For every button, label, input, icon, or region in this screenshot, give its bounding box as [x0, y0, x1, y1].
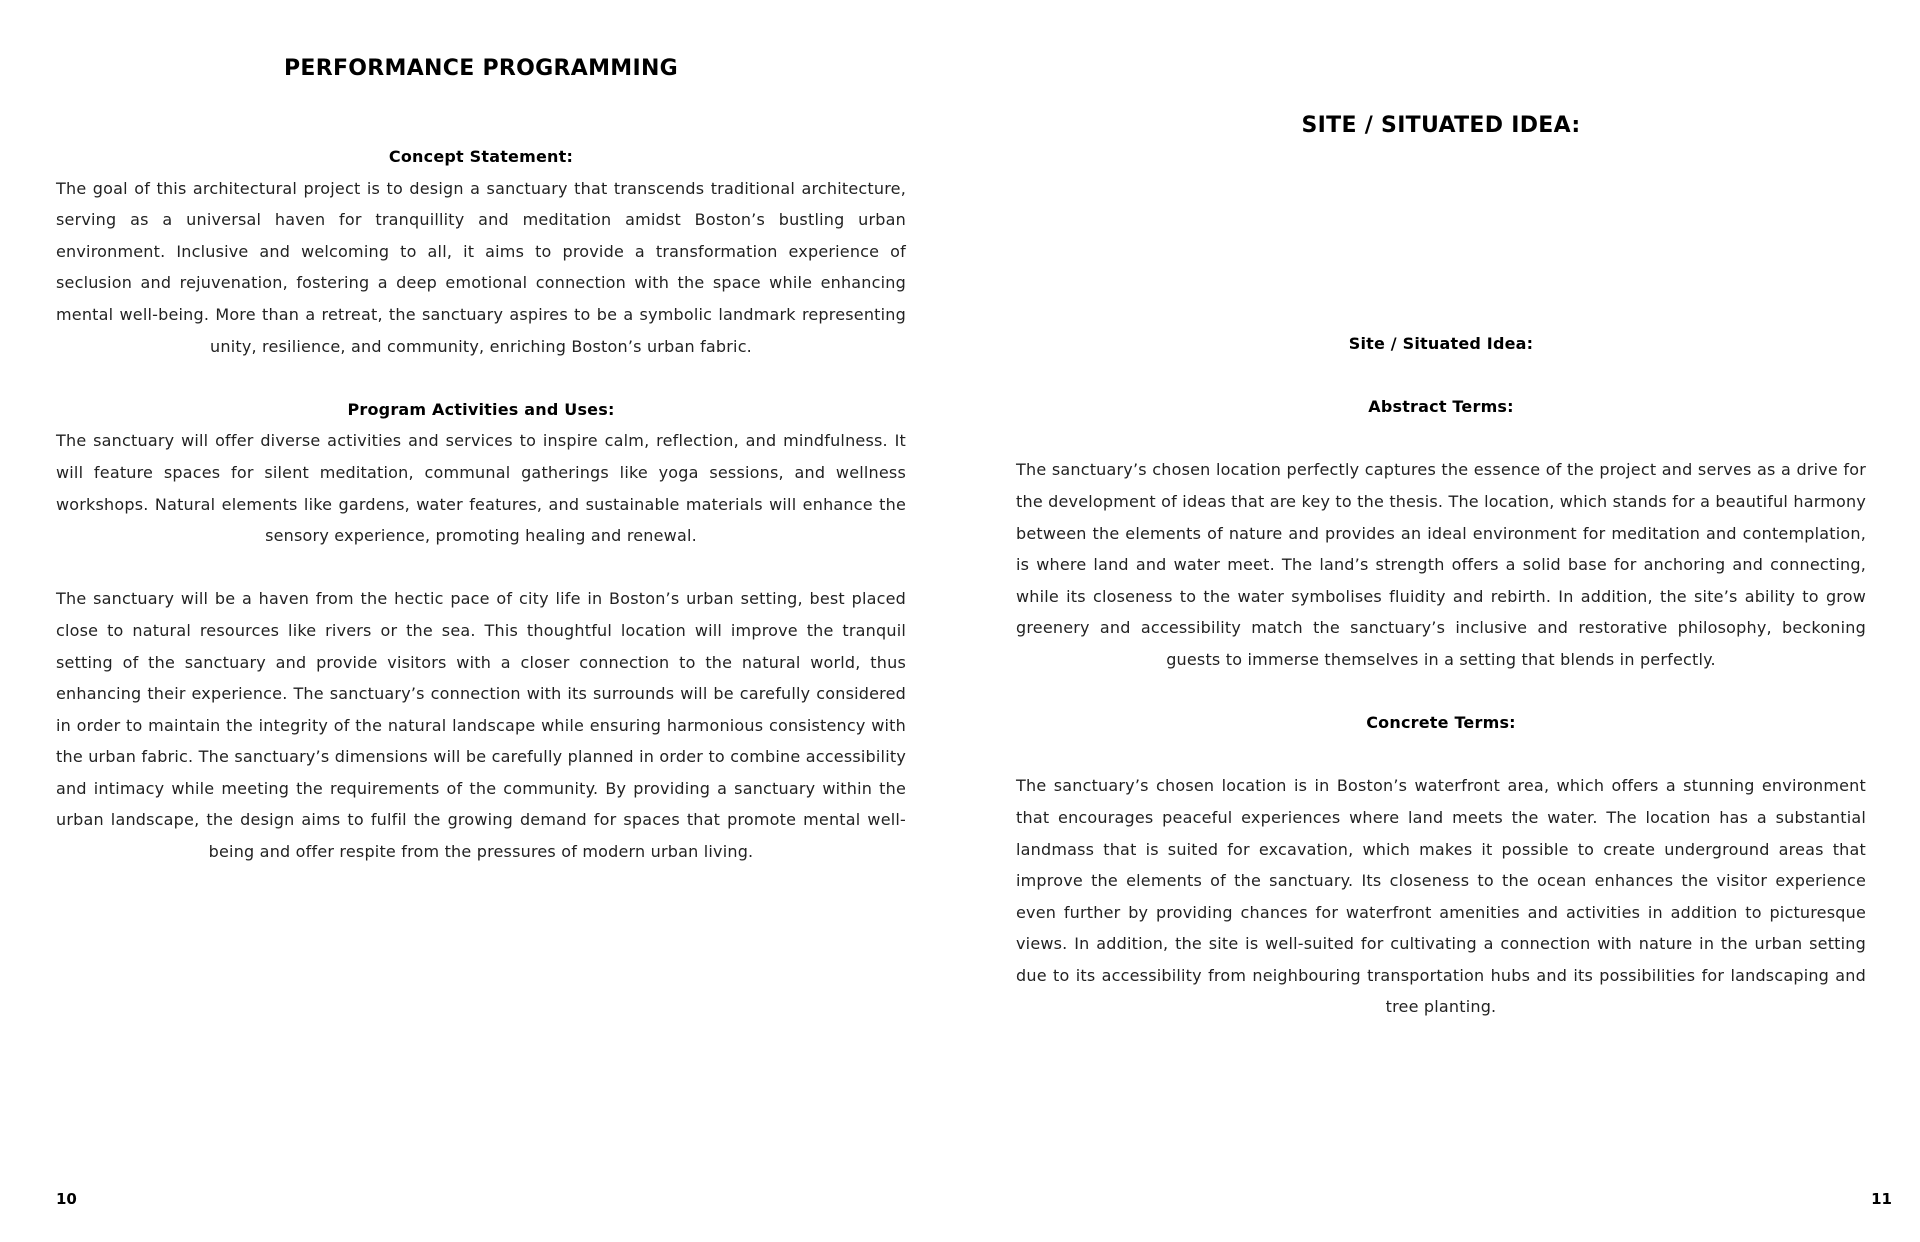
program-activities-text: The sanctuary will offer diverse activities and services to inspire calm, reflection, and mindfulness. It will feature spaces for silent meditation, communal gatherings like yoga sessions, and wellness workshops. Natural elements like gardens, water features, and sustainable materials will enhance the sensory experience, promoting healing and renewal.	[56, 431, 906, 546]
abstract-terms-heading: Abstract Terms:	[1368, 397, 1514, 417]
right-page-content	[1016, 328, 1866, 1023]
left-page-content	[56, 141, 906, 868]
page-number-left: 10	[56, 1190, 77, 1208]
concrete-terms-text: The sanctuary’s chosen location is in Boston’s waterfront area, which offers a stunning environment that encourages peaceful experiences where land meets the water. The location has a substantial landmass that is suited for excavation, which makes it possible to create underground areas that improve the elements of the sanctuary. Its closeness to the ocean enhances the visitor experience even further by providing chances for waterfront amenities and activities in addition to picturesque views. In addition, the site is well-suited for cultivating a connection with nature in the urban setting due to its accessibility from neighbouring transportation hubs and its possibilities for landscaping and tree planting.	[1016, 776, 1866, 1017]
concrete-terms-heading: Concrete Terms:	[1366, 713, 1516, 733]
page-number-right: 11	[1871, 1190, 1892, 1208]
sanctuary-haven-text: The sanctuary will be a haven from the hectic pace of city life in Boston’s urban setting, best placed close to natural resources like rivers or the sea. This thoughtful location will improve the tranquil setting of the sanctuary and provide visitors with a closer connection to the natural world, thus enhancing their experience. The sanctuary’s connection with its surrounds will be carefully considered in order to maintain the integrity of the natural landscape while ensuring harmonious consistency with the urban fabric. The sanctuary’s dimensions will be carefully planned in order to combine accessibility and intimacy while meeting the requirements of the community. By providing a sanctuary within the urban landscape, the design aims to fulfil the growing demand for spaces that promote mental well-being and offer respite from the pressures of modern urban living.	[56, 589, 906, 862]
page-title: SITE / SITUATED IDEA:	[1301, 113, 1581, 138]
concept-statement-text: The goal of this architectural project is to design a sanctuary that transcends traditional architecture, serving as a universal haven for tranquillity and meditation amidst Boston’s bustling urban environment. Inclusive and welcoming to all, it aims to provide a transformation experience of seclusion and rejuvenation, fostering a deep emotional connection with the space while enhancing mental well-being. More than a retreat, the sanctuary aspires to be a symbolic landmark representing unity, resilience, and community, enriching Boston’s urban fabric.	[56, 178, 906, 356]
right-page	[960, 0, 1920, 1242]
site-situated-idea-heading: Site / Situated Idea:	[1348, 334, 1534, 353]
abstract-terms-text: The sanctuary’s chosen location perfectly captures the essence of the project and serves as a drive for the development of ideas that are key to the thesis. The location, which stands for a beautiful harmony between the elements of nature and provides an ideal environment for meditation and contemplation, is where land and water meet. The land’s strength offers a solid base for anchoring and connecting, while its closeness to the water symbolises fluidity and rebirth. In addition, the site’s ability to grow greenery and accessibility match the sanctuary’s inclusive and restorative philosophy, beckoning guests to immerse themselves in a setting that blends in perfectly.	[1016, 460, 1866, 669]
concept-statement-heading: Concept Statement:	[388, 147, 574, 166]
program-activities-heading: Program Activities and Uses:	[347, 399, 615, 419]
page-title: PERFORMANCE PROGRAMMING	[283, 56, 679, 81]
